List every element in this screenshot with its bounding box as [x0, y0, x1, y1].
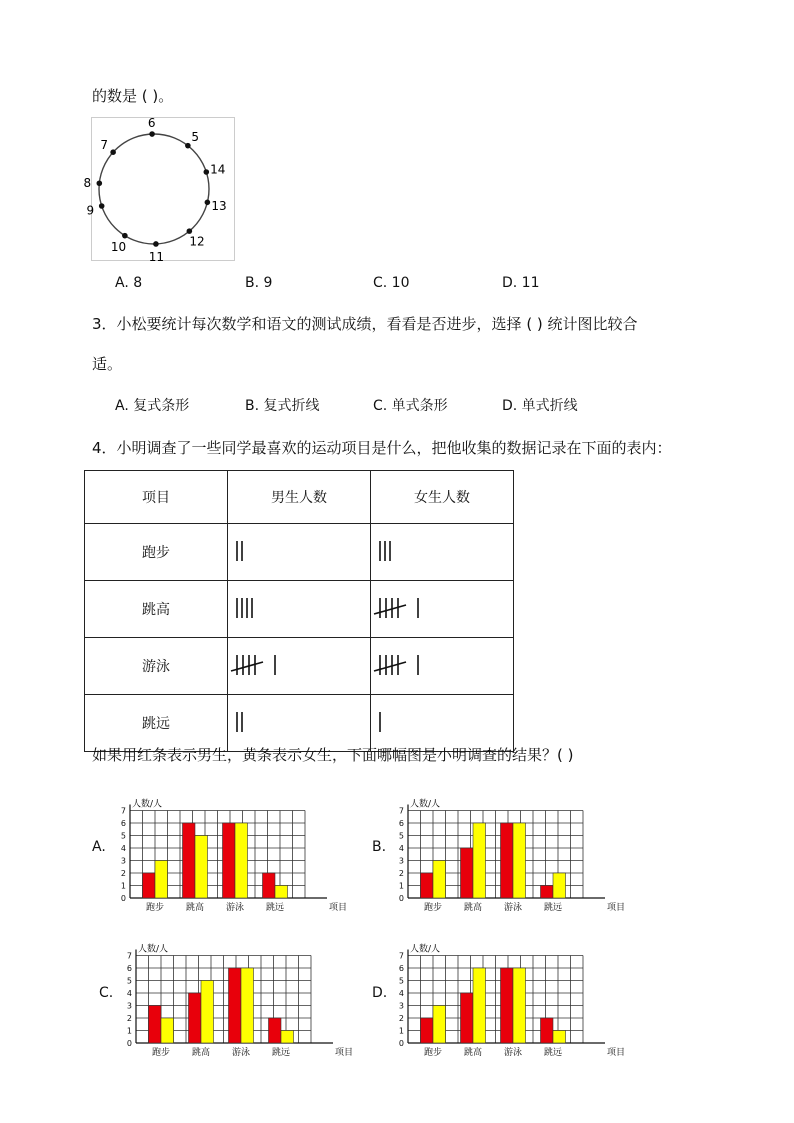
bar-girls [241, 968, 254, 1043]
circle-number-label: 11 [148, 249, 164, 264]
y-tick-label: 4 [398, 844, 404, 853]
table-row [85, 524, 514, 581]
tally-cross-stroke [231, 662, 263, 671]
circle-number-point [205, 199, 227, 213]
y-tick-label: 3 [120, 856, 126, 866]
row-item: 跳远 [85, 695, 228, 752]
bar-boys [541, 1018, 554, 1043]
x-tick-label: 跑步 [145, 903, 165, 913]
q2-option-b[interactable]: B. 9 [245, 275, 273, 291]
table-row [85, 581, 514, 638]
number-ring [99, 134, 209, 244]
circle-dot [153, 241, 159, 247]
bar-chart-a[interactable] [112, 788, 348, 918]
y-tick-label: 2 [398, 869, 404, 878]
x-tick-label: 跳远 [271, 1048, 291, 1058]
table-header-row [85, 471, 514, 524]
circle-dot [122, 233, 128, 239]
boys-tally-cell [228, 524, 371, 581]
tally-cross-stroke [374, 662, 406, 671]
row-item: 跑步 [85, 524, 228, 581]
circle-number-label: 14 [210, 162, 226, 177]
y-tick-label: 7 [398, 951, 404, 961]
boys-tally-cell [228, 581, 371, 638]
girls-tally-cell [371, 638, 514, 695]
q2-option-d[interactable]: D. 11 [502, 275, 540, 291]
circle-dot [97, 180, 103, 186]
bar-boys [501, 823, 514, 898]
q2-option-c[interactable]: C. 10 [373, 275, 410, 291]
y-tick-label: 6 [398, 964, 404, 973]
x-tick-label: 跑步 [151, 1048, 171, 1058]
table-row [85, 638, 514, 695]
bar-boys [461, 993, 474, 1043]
circle-number-point [187, 228, 205, 248]
x-tick-label: 跳高 [191, 1048, 211, 1058]
y-tick-label: 6 [398, 819, 404, 828]
x-tick-label: 跑步 [423, 1048, 443, 1058]
chart-option-c-label[interactable]: C. [99, 985, 114, 1001]
y-tick-label: 3 [398, 856, 404, 866]
x-axis-label: 项目 [329, 903, 348, 913]
y-tick-label: 4 [120, 844, 126, 853]
y-tick-label: 3 [126, 1001, 132, 1011]
bar-girls [553, 873, 566, 898]
circle-number-point [111, 233, 128, 254]
y-tick-label: 1 [398, 1026, 404, 1036]
q3-option-d[interactable]: D. 单式折线 [502, 398, 578, 414]
q3-option-c[interactable]: C. 单式条形 [373, 398, 448, 414]
y-tick-label: 0 [126, 1039, 132, 1048]
bar-boys [189, 993, 202, 1043]
x-tick-label: 跳远 [265, 903, 285, 913]
y-tick-label: 2 [126, 1014, 132, 1023]
bar-girls [281, 1031, 294, 1044]
circle-number-label: 5 [191, 130, 200, 145]
bar-girls [161, 1018, 174, 1043]
number-circle-figure [83, 116, 235, 264]
bar-chart-d[interactable] [390, 933, 626, 1063]
bar-chart-b[interactable] [390, 788, 626, 918]
circle-number-label: 13 [211, 199, 227, 214]
x-axis-label: 项目 [607, 1048, 626, 1058]
y-tick-label: 1 [120, 881, 126, 891]
y-tick-label: 1 [398, 881, 404, 891]
x-tick-label: 游泳 [503, 1048, 523, 1058]
y-axis-label: 人数/人 [132, 799, 163, 810]
table-row [85, 695, 514, 752]
bar-girls [155, 861, 168, 899]
circle-dot [204, 169, 210, 175]
circle-dot [205, 200, 211, 206]
q2-prompt-tail: 的数是 ( )。 [92, 87, 174, 105]
circle-dot [185, 143, 191, 149]
circle-dot [110, 149, 116, 155]
chart-option-d-label[interactable]: D. [372, 985, 388, 1001]
x-tick-label: 游泳 [225, 903, 245, 913]
tally-table [84, 470, 514, 752]
header-boys: 男生人数 [228, 471, 371, 524]
y-tick-label: 5 [126, 976, 132, 986]
x-tick-label: 跳高 [185, 903, 205, 913]
y-axis-label: 人数/人 [138, 944, 169, 955]
header-girls: 女生人数 [371, 471, 514, 524]
y-tick-label: 7 [126, 951, 132, 961]
header-item: 项目 [85, 471, 228, 524]
y-tick-label: 7 [398, 806, 404, 816]
circle-number-point [185, 130, 199, 148]
y-axis-label: 人数/人 [410, 944, 441, 955]
y-tick-label: 3 [398, 1001, 404, 1011]
row-item: 跳高 [85, 581, 228, 638]
bar-girls [513, 823, 526, 898]
circle-dot [99, 203, 105, 209]
circle-number-point [204, 162, 226, 176]
y-tick-label: 6 [126, 964, 132, 973]
circle-number-point [100, 138, 116, 155]
chart-option-b-label[interactable]: B. [372, 839, 387, 855]
circle-dot [187, 228, 193, 234]
circle-number-label: 9 [86, 203, 95, 218]
bar-chart-c[interactable] [118, 933, 354, 1063]
bar-boys [461, 848, 474, 898]
y-tick-label: 0 [120, 894, 126, 903]
x-tick-label: 游泳 [231, 1048, 251, 1058]
bar-girls [473, 968, 486, 1043]
q3-line-1: 3．小松要统计每次数学和语文的测试成绩，看看是否进步，选择 ( ) 统计图比较合 [92, 315, 638, 333]
bar-boys [421, 1018, 434, 1043]
y-tick-label: 2 [120, 869, 126, 878]
bar-girls [433, 1006, 446, 1044]
y-tick-label: 5 [398, 831, 404, 841]
q4-intro: 4．小明调查了一些同学最喜欢的运动项目是什么，把他收集的数据记录在下面的表内： [92, 439, 672, 457]
x-tick-label: 游泳 [503, 903, 523, 913]
circle-number-label: 12 [189, 234, 205, 249]
circle-number-point [86, 203, 104, 218]
x-tick-label: 跳高 [463, 1048, 483, 1058]
circle-number-label: 7 [100, 138, 109, 153]
y-tick-label: 5 [398, 976, 404, 986]
bar-boys [421, 873, 434, 898]
girls-tally-cell [371, 581, 514, 638]
circle-number-label: 10 [110, 239, 127, 254]
boys-tally-cell [228, 638, 371, 695]
q2-option-a[interactable]: A. 8 [115, 275, 143, 291]
q3-option-b[interactable]: B. 复式折线 [245, 398, 320, 414]
girls-tally-cell [371, 524, 514, 581]
q4-question: 如果用红条表示男生，黄条表示女生，下面哪幅图是小明调查的结果？( ) [92, 746, 574, 764]
x-tick-label: 跳远 [543, 1048, 563, 1058]
q3-option-a[interactable]: A. 复式条形 [115, 398, 190, 414]
bar-boys [223, 823, 236, 898]
y-tick-label: 1 [126, 1026, 132, 1036]
y-tick-label: 5 [120, 831, 126, 841]
bar-boys [143, 873, 156, 898]
bar-girls [433, 861, 446, 899]
boys-tally-cell [228, 695, 371, 752]
x-tick-label: 跳远 [543, 903, 563, 913]
bar-girls [553, 1031, 566, 1044]
x-tick-label: 跑步 [423, 903, 443, 913]
bar-girls [235, 823, 248, 898]
chart-option-a-label[interactable]: A. [92, 839, 106, 855]
bar-boys [183, 823, 196, 898]
bar-girls [473, 823, 486, 898]
bar-boys [269, 1018, 282, 1043]
bar-boys [501, 968, 514, 1043]
bar-girls [275, 886, 288, 899]
bar-girls [513, 968, 526, 1043]
x-axis-label: 项目 [607, 903, 626, 913]
x-tick-label: 跳高 [463, 903, 483, 913]
y-tick-label: 7 [120, 806, 126, 816]
bar-boys [229, 968, 242, 1043]
q3-line-2: 适。 [92, 355, 123, 373]
bar-boys [541, 886, 554, 899]
x-axis-label: 项目 [335, 1048, 354, 1058]
circle-dot [149, 131, 155, 137]
bar-boys [263, 873, 276, 898]
y-axis-label: 人数/人 [410, 799, 441, 810]
y-tick-label: 0 [398, 894, 404, 903]
bar-boys [149, 1006, 162, 1044]
y-tick-label: 4 [398, 989, 404, 998]
row-item: 游泳 [85, 638, 228, 695]
tally-cross-stroke [374, 605, 406, 614]
circle-number-label: 8 [83, 175, 92, 190]
bar-girls [195, 836, 208, 899]
y-tick-label: 2 [398, 1014, 404, 1023]
y-tick-label: 0 [398, 1039, 404, 1048]
girls-tally-cell [371, 695, 514, 752]
bar-girls [201, 981, 214, 1044]
y-tick-label: 4 [126, 989, 132, 998]
circle-number-label: 6 [147, 116, 156, 131]
y-tick-label: 6 [120, 819, 126, 828]
